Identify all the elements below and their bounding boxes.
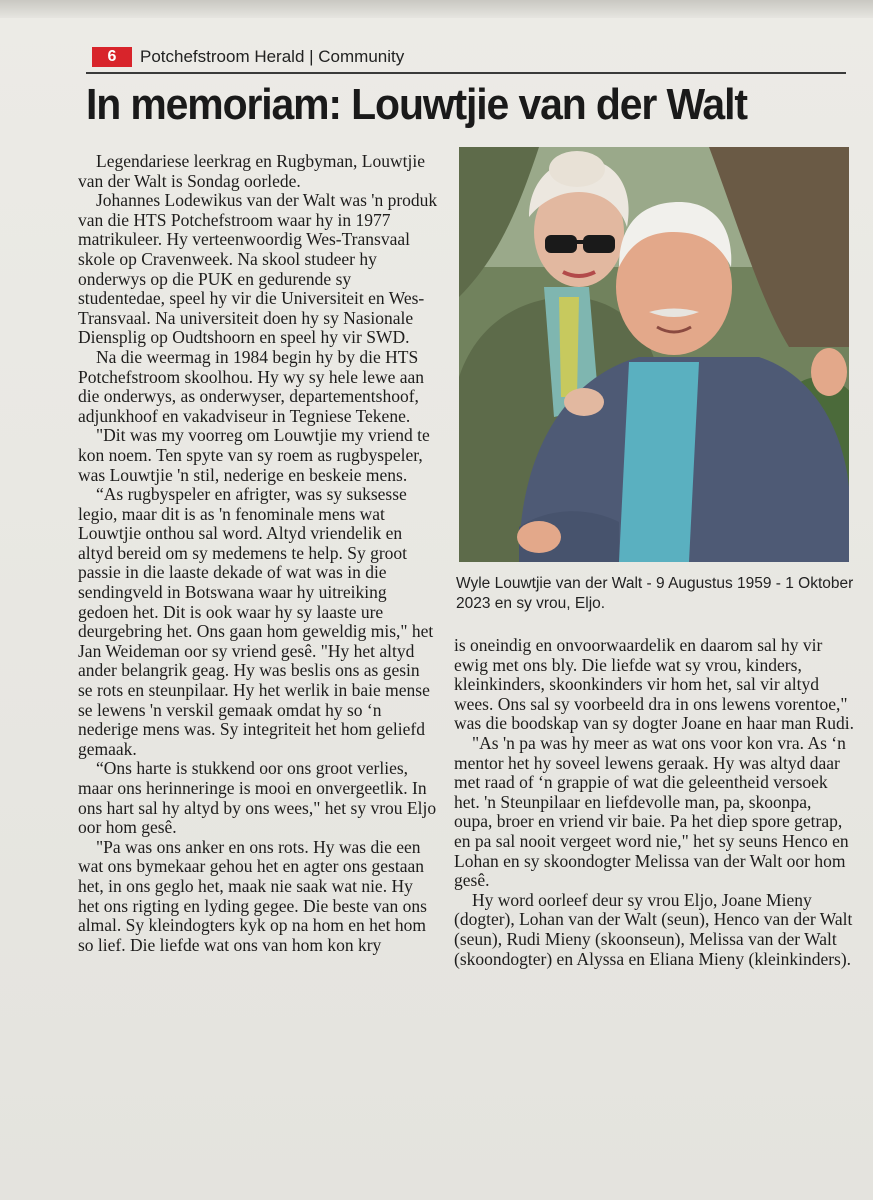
headline: In memoriam: Louwtjie van der Walt xyxy=(86,80,747,129)
paragraph: “As rugbyspeler en afrigter, was sy suksesse legio, maar dit is as 'n fenominale mens wat Louwtjie onthou sal word. Altyd vriendelik en altyd bereid om sy medemens te help. Sy groot passie in die laaste dekade of wat was in die sendingveld in Botswana waar hy uitreiking gedoen het. Dit is ook waar hy sy laaste ure deurgebring het. Ons gaan hom geweldig mis," het Jan Weideman oor sy vriend gesê. "Hy het altyd ander belangrik geag. Hy was beslis ons as gesin se rots en steunpilaar. Hy het werlik in baie mense se lewens 'n verskil gemaak omdat hy so ‘n nederige mens was. Sy integriteit het hom geliefd gemaak. xyxy=(78,484,434,759)
paragraph: Legendariese leerkrag en Rugbyman, Louwtjie van der Walt is Sondag oorlede. xyxy=(78,151,425,191)
paragraph: "Dit was my voorreg om Louwtjie my vriend te kon noem. Ten spyte van sy roem as rugbyspeler, was Louwtjie 'n stil, nederige en beskeie mens. xyxy=(78,425,430,485)
paragraph: “Ons harte is stukkend oor ons groot verlies, maar ons herinneringe is mooi en onvergeetlik. In ons hart sal hy altyd by ons wees," het sy vrou Eljo oor hom gesê. xyxy=(78,758,437,838)
paragraph: is oneindig en onvoorwaardelik en daarom sal hy vir ewig met ons bly. Die liefde wat sy vrou, kinders, kleinkinders, skoonkinders vir hom het, sal vir altyd wees. Ons sal sy voorbeeld dra in ons lewens vorentoe," was die boodskap van sy dogter Joane en haar man Rudi. xyxy=(454,635,854,734)
article-column-2 xyxy=(454,636,854,969)
page-number-badge: 6 xyxy=(92,47,132,67)
couple-photo-illustration xyxy=(459,147,849,562)
section-label: Potchefstroom Herald | Community xyxy=(140,47,405,66)
paragraph: "As 'n pa was hy meer as wat ons voor kon vra. As ‘n mentor het hy soveel lewens geraak. Hy was altyd daar met raad of ‘n grappie of wat die geleentheid versoek het. 'n Steunpilaar en liefdevolle man, pa, skoonpa, oupa, broer en vriend vir baie. Pa het diep spore getrap, en pa sal nooit vergeet word nie," het sy seuns Henco en Lohan en sy skoondogter Melissa van der Walt oor hom gesê. xyxy=(454,732,849,891)
paragraph: Na die weermag in 1984 begin hy by die HTS Potchefstroom skoolhou. Hy wy sy hele lewe aan die onderwys, as onderwyser, departementshoof, adjunkhoof en vakadviseur in Tegniese Tekene. xyxy=(78,346,425,426)
memorial-photo xyxy=(459,147,849,562)
article-column-1 xyxy=(78,152,438,955)
photo-caption: Wyle Louwtjie van der Walt - 9 Augustus 1959 - 1 Oktober 2023 en sy vrou, Eljo. xyxy=(456,575,854,612)
paragraph: "Pa was ons anker en ons rots. Hy was die een wat ons bymekaar gehou het en agter ons gestaan het, in ons geglo het, maak nie saak wat nie. Hy het ons rigting en lyding gegee. Die beste van ons almal. Sy kleindogters kyk op na hom en het hom so lief. Die liefde wat ons van hom kon kry xyxy=(78,836,427,955)
paragraph: Hy word oorleef deur sy vrou Eljo, Joane Mieny (dogter), Lohan van der Walt (seun), Henco van der Walt (seun), Rudi Mieny (skoonseun), Melissa van der Walt (skoondogter) en Alyssa en Eliana Mieny (kleinkinders). xyxy=(454,889,853,969)
header-rule xyxy=(86,72,846,74)
page-top-edge xyxy=(0,0,873,18)
folio xyxy=(92,46,404,68)
paragraph: Johannes Lodewikus van der Walt was 'n produk van die HTS Potchefstroom waar hy in 1977 matrikuleer. Hy verteenwoordig Wes-Transvaal skole op Cravenweek. Na skool studeer hy onderwys op die PUK en gedurende sy studentedae, speel hy vir die Universiteit en Wes-Transvaal. Na universiteit doen hy sy Nasionale Diensplig op Oudtshoorn en speel hy vir SWD. xyxy=(78,190,438,348)
